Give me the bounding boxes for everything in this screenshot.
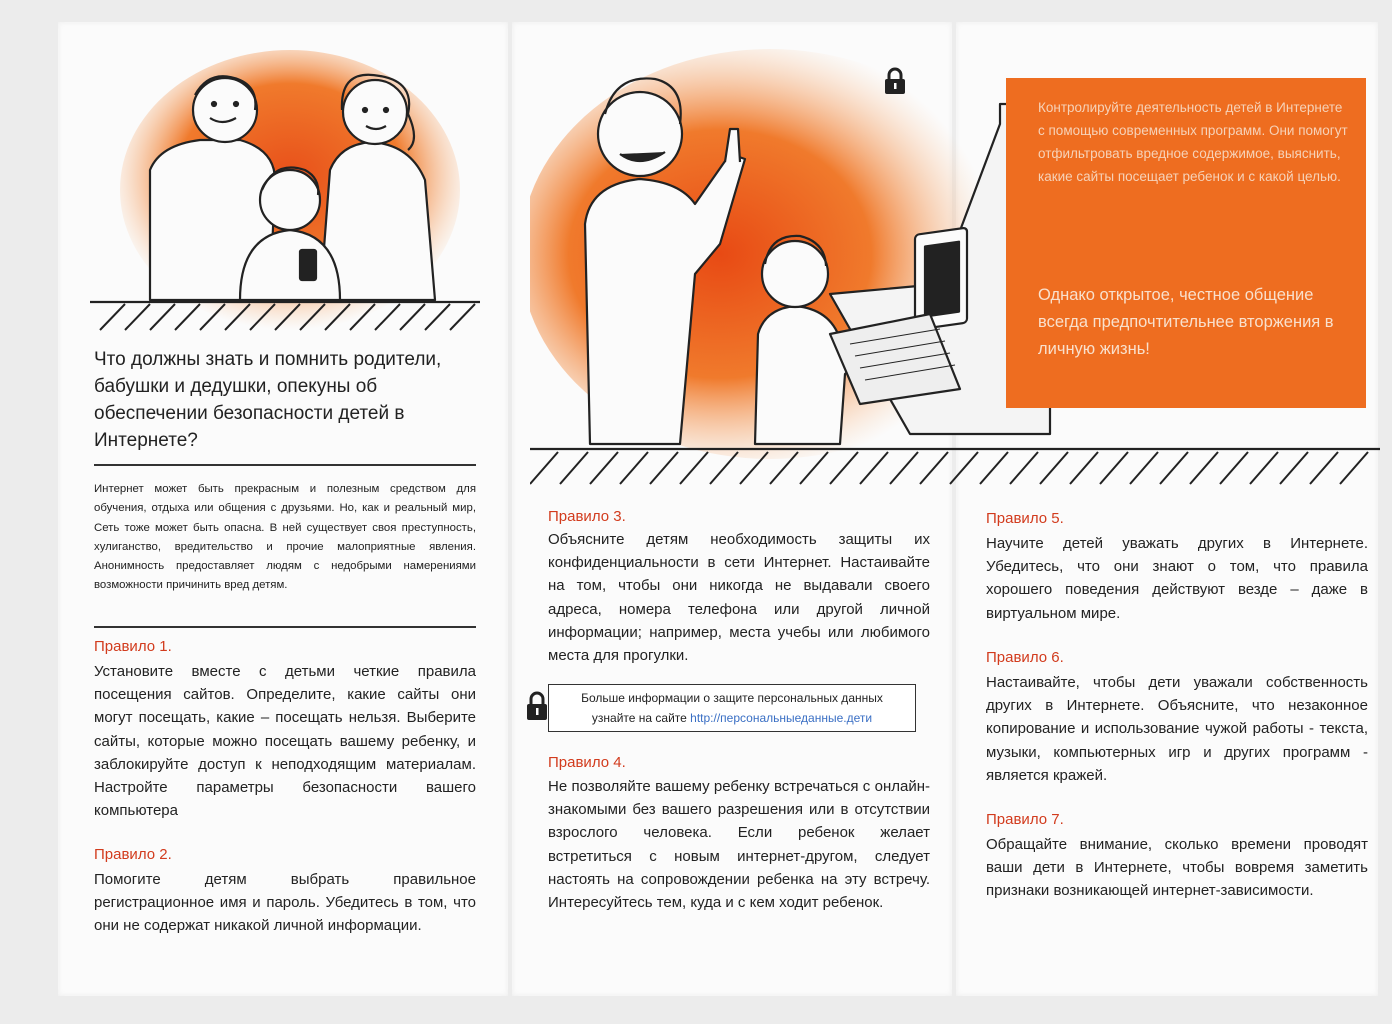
rule6-text: Настаивайте, чтобы дети уважали собственность других в Интернете. Объясните, что незаконное копирование и использование чужой работы - текста, музыки, компьютерных игр и других программ - является кражей. [986, 674, 1368, 784]
family-illustration [90, 40, 480, 340]
rule5-title: Правило 5. [986, 510, 1064, 527]
parental-control-callout [1006, 78, 1366, 408]
rule5-text: Научите детей уважать других в Интернете. Убедитесь, что они знают о том, что правила хорошего поведения действуют везде – даже в виртуальном мире. [986, 535, 1368, 622]
rule7-text: Обращайте внимание, сколько времени проводят ваши дети в Интернете, чтобы вовремя заметить признаки возникающей интернет-зависимости. [986, 836, 1368, 900]
rule3-text: Объясните детям необходимость защиты их конфиденциальности в сети Интернет. Настаивайте на том, чтобы они никогда не выдавали своего адреса, номера телефона или другой личной информации; например, места учебы или любимого места для прогулки. [548, 531, 930, 665]
callout-highlight: Однако открытое, честное общение всегда предпочтительнее вторжения в личную жизнь! [1038, 286, 1334, 358]
rule4-text: Не позволяйте вашему ребенку встречаться с онлайн-знакомыми без вашего разрешения или в отсутствии взрослого человека. Если ребенок желает встретиться с новым интернет-другом, следует настоять на сопровождении ребенка на эту встречу. Интересуйтесь тем, куда и с кем ходит ребенок. [548, 778, 930, 912]
rule7-title: Правило 7. [986, 811, 1064, 828]
lock-icon [880, 66, 910, 96]
personal-data-info-box [548, 684, 916, 732]
leaflet-heading: Что должны знать и помнить родители, бабушки и дедушки, опекуны об обеспечении безопасности детей в Интернете? [94, 349, 442, 451]
intro-text: Интернет может быть прекрасным и полезным средством для обучения, отдыха или общения с друзьями. Но, как и реальный мир, Сеть тоже может быть опасна. В ней существует своя преступность, хулиганство, вредительство и прочие малоприятные явления. Анонимность предоставляет людям с недобрыми намерениями возможности причинить вред детям. [94, 483, 476, 592]
divider [94, 626, 476, 628]
personal-data-link[interactable]: http://персональныеданные.дети [690, 711, 873, 725]
rule4-title: Правило 4. [548, 754, 626, 771]
rule2-text: Помогите детям выбрать правильное регистрационное имя и пароль. Убедитесь в том, что они не содержат никакой личной информации. [94, 871, 476, 935]
info-line2: узнайте на сайте [591, 711, 687, 725]
info-line1: Больше информации о защите персональных данных [581, 691, 883, 705]
rule3-title: Правило 3. [548, 508, 626, 525]
rule2-title: Правило 2. [94, 846, 172, 863]
rule6-title: Правило 6. [986, 649, 1064, 666]
rule1-title: Правило 1. [94, 638, 172, 655]
callout-text: Контролируйте деятельность детей в Интернете с помощью современных программ. Они помогут отфильтровать вредное содержимое, выяснить, какие сайты посещает ребенок и с какой целью. [1038, 100, 1348, 184]
divider [94, 464, 476, 466]
rule1-text: Установите вместе с детьми четкие правила посещения сайтов. Определите, какие сайты они могут посещать, какие – посещать нельзя. Выберите сайты, которые можно посещать вашему ребенку, и заблокируйте доступ к неподходящим материалам. Настройте параметры безопасности вашего компьютера [94, 663, 476, 820]
